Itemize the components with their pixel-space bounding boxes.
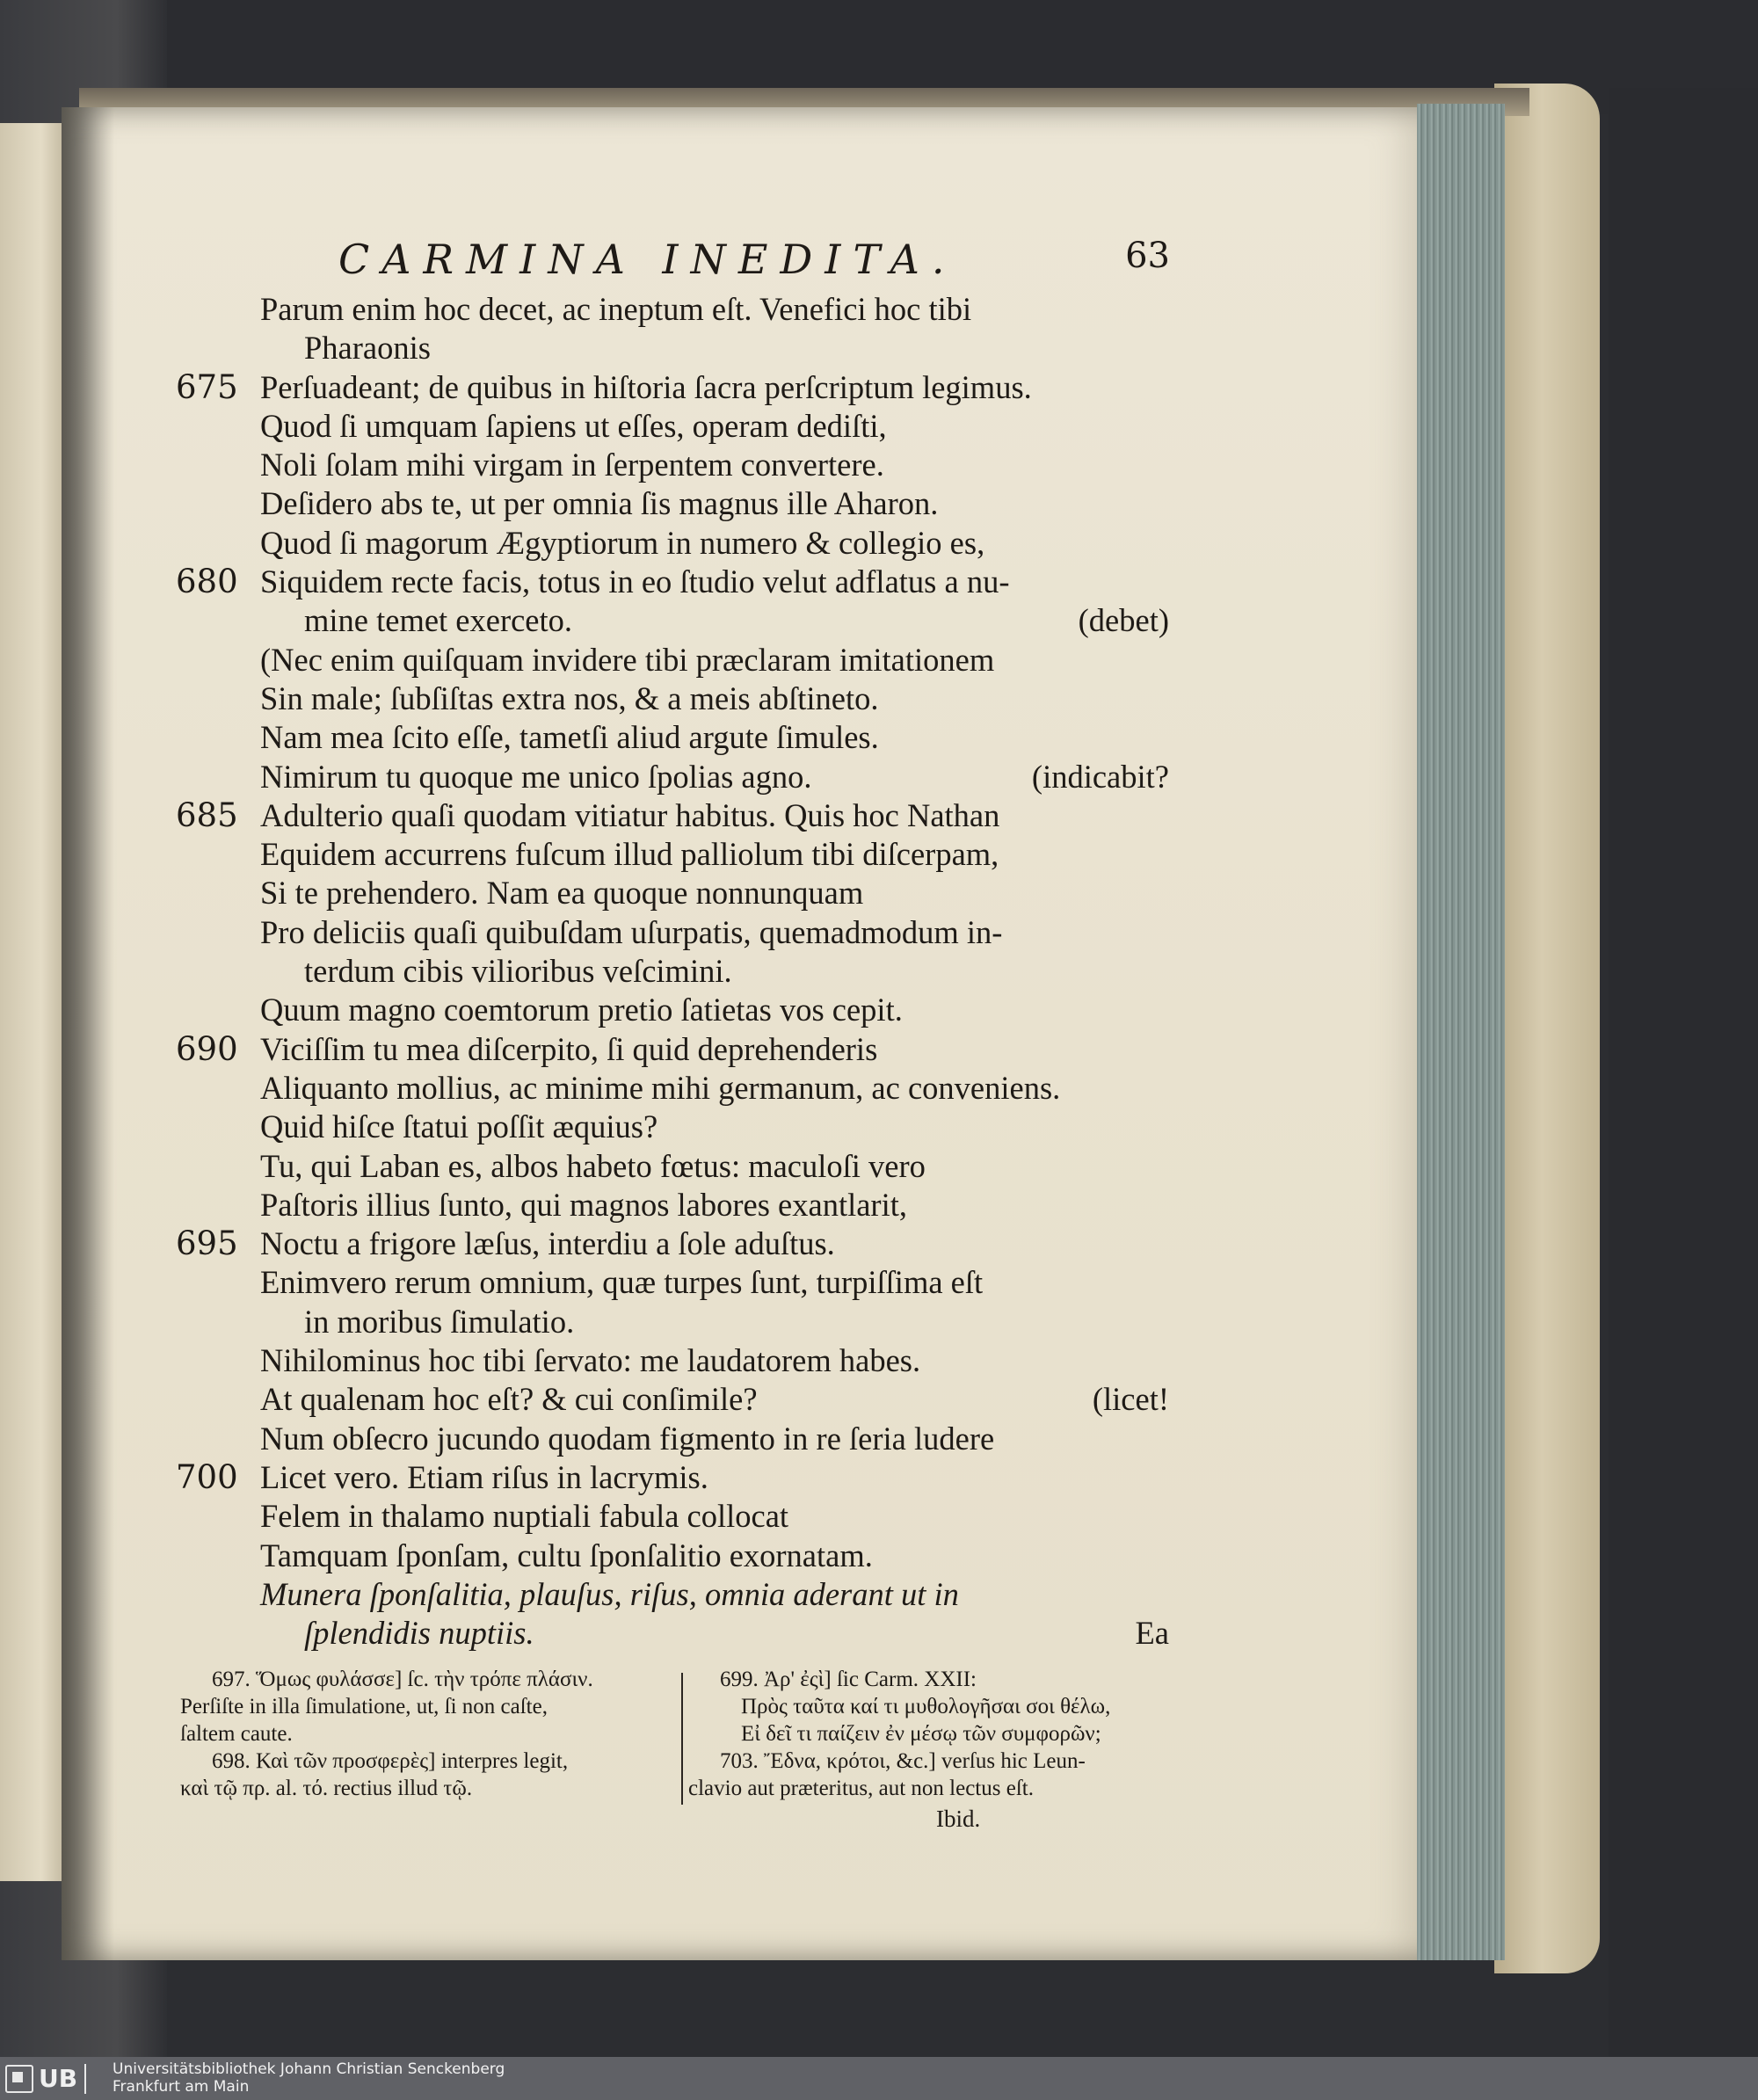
footnote-line: Εἰ δεῖ τι παίζειν ἐν μέσῳ τῶν συμφορῶν; <box>741 1722 1101 1746</box>
logo-separator <box>84 2064 86 2094</box>
turnover-word: (licet! <box>1092 1381 1169 1418</box>
catchword: Ibid. <box>936 1806 981 1832</box>
poem-text <box>176 290 1195 1653</box>
poem-line-text: Perſuadeant; de quibus in hiſtoria ſacra perſcriptum legimus. <box>260 368 1032 405</box>
poem-line-text: Deſidero abs te, ut per omnia ſis magnus ille Aharon. <box>260 485 939 522</box>
background-right <box>1609 88 1758 2057</box>
poem-line <box>176 1575 1195 1614</box>
poem-line-text: Parum enim hoc decet, ac ineptum eſt. Venefici hoc tibi <box>260 291 972 327</box>
poem-line <box>176 1186 1195 1224</box>
poem-line <box>176 991 1195 1029</box>
poem-line <box>176 758 1195 796</box>
poem-line <box>176 1069 1195 1108</box>
ub-logo-text: UB <box>39 2064 78 2093</box>
poem-line-text: Viciſſim tu mea diſcerpito, ſi quid deprehenderis <box>260 1030 878 1067</box>
poem-line <box>176 1341 1195 1380</box>
footnote-line: 697. Ὅμως φυλάσσε] ſc. τὴν τρόπε πλάσιν. <box>212 1668 593 1691</box>
library-name <box>113 2060 505 2096</box>
footnote-line: 698. Καὶ τῶν προσφερὲς] interpres legit, <box>212 1749 569 1773</box>
ub-logo <box>5 2062 86 2095</box>
poem-line-text: (Nec enim quiſquam invidere tibi præclaram imitationem <box>260 641 995 678</box>
footnote-line: ſaltem caute. <box>180 1722 293 1746</box>
poem-line <box>176 1224 1195 1263</box>
poem-line <box>176 601 1195 640</box>
poem-line-text: mine temet exerceto. <box>304 602 573 639</box>
poem-line <box>176 524 1195 563</box>
poem-line <box>176 368 1195 407</box>
footnote-line: 699. Ἀρ' ἐςὶ] ſic Carm. XXII: <box>720 1668 977 1691</box>
poem-line <box>176 290 1195 329</box>
poem-line <box>176 1147 1195 1186</box>
poem-line <box>176 796 1195 835</box>
footnote-line: clavio aut præteritus, aut non lectus eſt. <box>688 1777 1034 1800</box>
footnotes-right-column <box>688 1666 1172 1802</box>
footnote-column-divider <box>681 1673 683 1805</box>
line-number: 675 <box>176 367 238 406</box>
turnover-word: (debet) <box>1078 602 1169 639</box>
poem-line <box>176 1303 1195 1341</box>
poem-line <box>176 874 1195 912</box>
poem-line-text: Pro deliciis quaſi quibuſdam uſurpatis, quemadmodum in- <box>260 913 1003 950</box>
poem-line-text: Quid hiſce ſtatui poſſit æquius? <box>260 1108 658 1145</box>
line-number: 680 <box>176 563 238 601</box>
page-header <box>338 236 1182 288</box>
footnote-line: καὶ τῷ πρ. al. τό. rectius illud τῷ. <box>180 1777 473 1800</box>
page-number: 63 <box>1125 236 1170 276</box>
poem-line <box>176 1108 1195 1146</box>
line-number: 695 <box>176 1224 238 1263</box>
footnotes-left-column <box>180 1666 677 1802</box>
line-number: 690 <box>176 1029 238 1068</box>
poem-line-text: Num obſecro jucundo quodam figmento in re ſeria ludere <box>260 1420 995 1457</box>
poem-line-text: Enimvero rerum omnium, quæ turpes ſunt, turpiſſima eſt <box>260 1264 984 1301</box>
library-footer <box>0 2057 1758 2100</box>
poem-line <box>176 1030 1195 1069</box>
footnotes <box>180 1666 1173 1842</box>
line-number: 685 <box>176 796 238 834</box>
poem-line-text: Quod ſi umquam ſapiens ut eſſes, operam dediſti, <box>260 407 887 444</box>
facing-page-edge <box>0 123 69 1881</box>
poem-line <box>176 1537 1195 1575</box>
poem-line <box>176 484 1195 523</box>
library-logo-icon <box>5 2065 33 2093</box>
poem-line-text: Equidem accurrens fuſcum illud palliolum tibi diſcerpam, <box>260 836 999 873</box>
poem-line <box>176 407 1195 446</box>
poem-line-text: in moribus ſimulatio. <box>304 1303 575 1340</box>
poem-line <box>176 1497 1195 1536</box>
poem-line-text: Quod ſi magorum Ægyptiorum in numero & collegio es, <box>260 524 985 561</box>
poem-line-text: Sin male; ſubſiſtas extra nos, & a meis abſtineto. <box>260 679 879 716</box>
poem-line <box>176 1263 1195 1302</box>
poem-line-text: Siquidem recte facis, totus in eo ſtudio velut adflatus a nu- <box>260 563 1010 600</box>
poem-line-text: Quum magno coemtorum pretio ſatietas vos cepit. <box>260 992 903 1028</box>
poem-line <box>176 952 1195 991</box>
poem-line <box>176 329 1195 367</box>
poem-line-text: Nihilominus hoc tibi ſervato: me laudatorem habes. <box>260 1342 921 1379</box>
poem-line-text: Adulterio quaſi quodam vitiatur habitus. Quis hoc Nathan <box>260 796 1000 833</box>
poem-line <box>176 446 1195 484</box>
poem-line <box>176 1420 1195 1458</box>
poem-line-text: Paſtoris illius ſunto, qui magnos labores exantlarit, <box>260 1186 907 1223</box>
poem-line-text: Aliquanto mollius, ac minime mihi germanum, ac conveniens. <box>260 1069 1061 1106</box>
turnover-word: (indicabit? <box>1031 758 1169 795</box>
page-gutter-shadow <box>62 107 114 1960</box>
poem-line-text: Noli ſolam mihi virgam in ſerpentem convertere. <box>260 447 884 483</box>
footnote-line: Perſiſte in illa ſimulatione, ut, ſi non caſte, <box>180 1695 548 1719</box>
poem-line-text: Si te prehendero. Nam ea quoque nonnunquam <box>260 875 864 912</box>
poem-line-text: Felem in thalamo nuptiali fabula collocat <box>260 1498 789 1535</box>
poem-line <box>176 1614 1195 1653</box>
poem-line-text: Nimirum tu quoque me unico ſpolias agno. <box>260 758 812 795</box>
poem-line-text: Pharaonis <box>304 330 431 367</box>
poem-line <box>176 679 1195 718</box>
poem-line <box>176 1380 1195 1419</box>
footnote-line: Πρὸς ταῦτα καί τι μυθολογῆσαι σοι θέλω, <box>741 1695 1111 1719</box>
poem-line-text: Licet vero. Etiam riſus in lacrymis. <box>260 1458 708 1495</box>
poem-line-text: terdum cibis vilioribus veſcimini. <box>304 953 732 990</box>
poem-line-text: Noctu a frigore læſus, interdiu a ſole aduſtus. <box>260 1225 835 1262</box>
catchword-inline: Ea <box>1135 1615 1169 1652</box>
poem-line <box>176 1458 1195 1497</box>
poem-line <box>176 563 1195 601</box>
poem-line <box>176 835 1195 874</box>
poem-line-text: ſplendidis nuptiis. <box>304 1615 534 1652</box>
library-location-line: Frankfurt am Main <box>113 2078 250 2096</box>
page-block-edges <box>1417 104 1505 1960</box>
poem-line-text: Tamquam ſponſam, cultu ſponſalitio exornatam. <box>260 1537 873 1573</box>
poem-line-text: Nam mea ſcito eſſe, tametſi aliud argute ſimules. <box>260 719 879 756</box>
line-number: 700 <box>176 1457 238 1496</box>
book-cover-edge <box>1494 84 1600 1973</box>
poem-line-text: Munera ſponſalitia, plauſus, riſus, omnia aderant ut in <box>260 1575 959 1612</box>
poem-line <box>176 913 1195 952</box>
poem-line-text: At qualenam hoc eſt? & cui conſimile? <box>260 1381 758 1418</box>
library-name-line: Universitätsbibliothek Johann Christian Senckenberg <box>113 2060 505 2078</box>
running-title: CARMINA INEDITA. <box>338 236 957 283</box>
poem-line-text: Tu, qui Laban es, albos habeto fœtus: maculoſi vero <box>260 1147 926 1184</box>
poem-line <box>176 641 1195 679</box>
poem-line <box>176 718 1195 757</box>
footnote-line: 703. Ἔδνα, κρότοι, &c.] verſus hic Leun- <box>720 1749 1086 1773</box>
